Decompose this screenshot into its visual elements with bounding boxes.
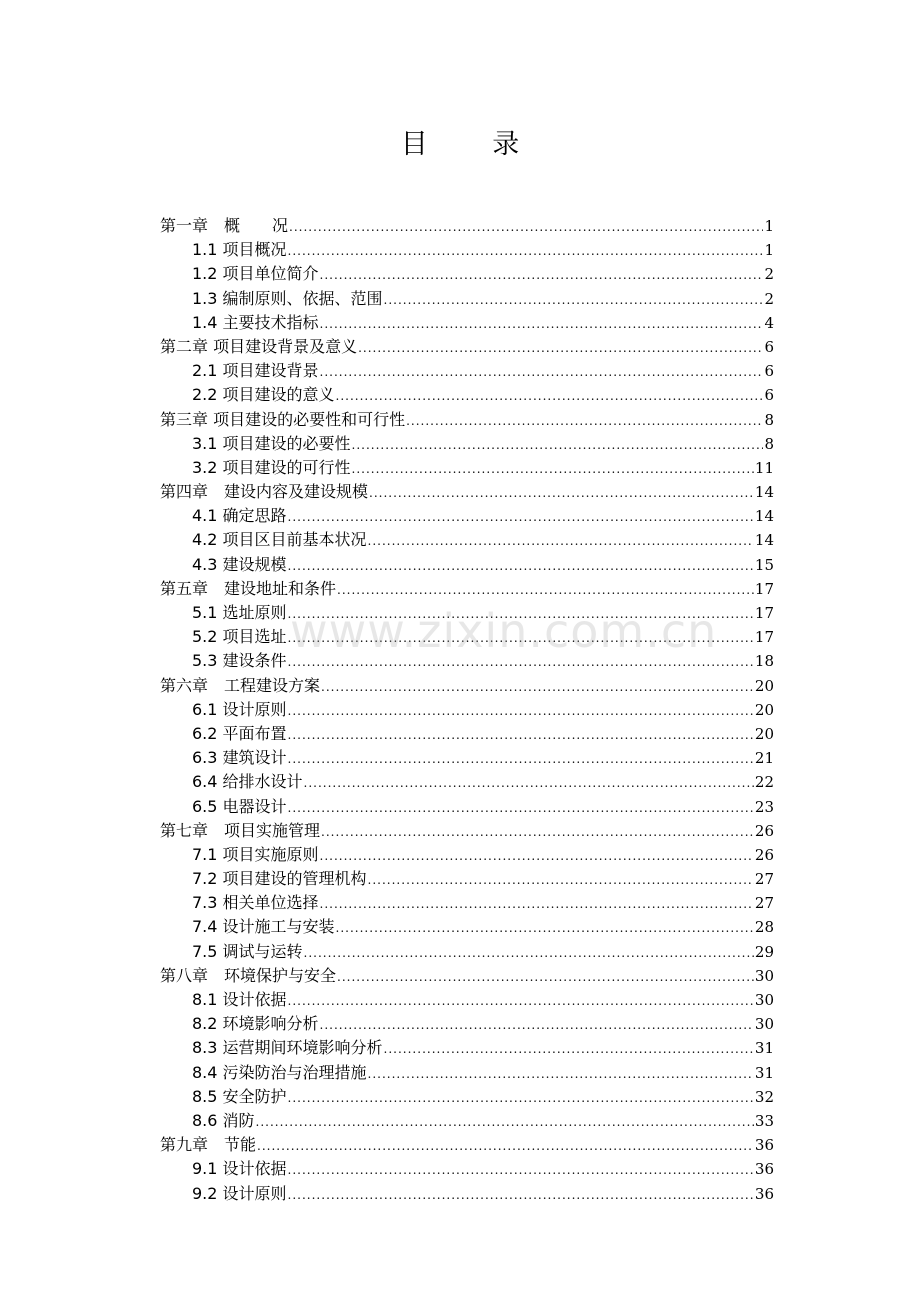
toc-chapter-entry[interactable] — [160, 480, 774, 504]
toc-entry-label: 1.3 编制原则、依据、范围 — [192, 288, 383, 308]
toc-entry-label: 7.5 调试与运转 — [192, 941, 303, 961]
toc-page-number: 21 — [754, 749, 774, 768]
toc-entry-label: 1.1 项目概况 — [192, 240, 287, 260]
toc-page-number: 23 — [754, 797, 774, 816]
toc-section-entry[interactable] — [160, 843, 774, 867]
toc-page-number: 2 — [764, 265, 774, 284]
toc-entry-label: 8.3 运营期间环境影响分析 — [192, 1038, 383, 1058]
toc-entry-label: 第九章 节能 — [160, 1135, 257, 1155]
toc-section-entry[interactable] — [160, 867, 774, 891]
toc-chapter-entry[interactable] — [160, 674, 774, 698]
toc-page-number: 8 — [764, 434, 774, 453]
toc-section-entry[interactable] — [160, 456, 774, 480]
toc-entry-label: 9.1 设计依据 — [192, 1159, 287, 1179]
toc-page-number: 20 — [754, 724, 774, 743]
toc-entry-label: 7.3 相关单位选择 — [192, 893, 319, 913]
toc-dot-leader — [368, 529, 754, 553]
page-title: 目 录 — [400, 129, 548, 160]
toc-entry-label: 2.2 项目建设的意义 — [192, 385, 335, 405]
toc-section-entry[interactable] — [160, 504, 774, 528]
toc-page-number: 26 — [754, 845, 774, 864]
toc-chapter-entry[interactable] — [160, 408, 774, 432]
toc-entry-label: 4.2 项目区目前基本状况 — [192, 530, 367, 550]
toc-chapter-entry[interactable] — [160, 1133, 774, 1157]
toc-dot-leader — [288, 554, 754, 578]
toc-entry-label: 8.2 环境影响分析 — [192, 1014, 319, 1034]
toc-page-number: 4 — [764, 313, 774, 332]
toc-page-number: 36 — [754, 1136, 774, 1155]
toc-entry-label: 5.3 建设条件 — [192, 651, 287, 671]
toc-page-number: 28 — [754, 918, 774, 937]
toc-page-number: 17 — [754, 604, 774, 622]
toc-entry-label: 第一章 概 况 — [160, 216, 289, 235]
toc-dot-leader — [368, 868, 754, 892]
toc-page-number: 1 — [764, 241, 774, 260]
toc-section-entry[interactable] — [160, 698, 774, 722]
toc-dot-leader — [358, 336, 763, 360]
toc-section-entry[interactable] — [160, 262, 774, 286]
toc-page-number: 14 — [754, 507, 774, 526]
toc-section-entry[interactable] — [160, 795, 774, 819]
toc-dot-leader — [288, 239, 764, 263]
toc-entry-label: 8.5 安全防护 — [192, 1086, 287, 1106]
toc-chapter-entry[interactable] — [160, 964, 774, 988]
toc-dot-leader — [406, 409, 763, 433]
toc-entry-label: 6.4 给排水设计 — [192, 772, 303, 792]
toc-dot-leader — [320, 360, 764, 384]
toc-section-entry[interactable] — [160, 528, 774, 552]
toc-section-entry[interactable] — [160, 311, 774, 335]
toc-dot-leader — [369, 481, 754, 505]
toc-dot-leader — [256, 1110, 754, 1134]
toc-page-number: 20 — [754, 700, 774, 719]
toc-page-number: 6 — [764, 362, 774, 381]
toc-entry-label: 6.2 平面布置 — [192, 723, 287, 743]
toc-page-number: 30 — [754, 966, 774, 985]
toc-page-number: 32 — [754, 1087, 774, 1106]
toc-page-number: 17 — [754, 628, 774, 647]
toc-entry-label: 6.5 电器设计 — [192, 796, 287, 816]
toc-page-number: 8 — [764, 410, 774, 429]
toc-dot-leader — [384, 288, 764, 312]
toc-entry-label: 4.1 确定思路 — [192, 506, 287, 526]
toc-entry-label: 4.3 建设规模 — [192, 554, 287, 574]
toc-section-entry[interactable] — [160, 988, 774, 1012]
toc-page-number: 18 — [754, 652, 774, 671]
toc-page-number: 26 — [754, 821, 774, 840]
toc-dot-leader — [304, 771, 754, 795]
toc-page-number: 20 — [754, 676, 774, 695]
toc-dot-leader — [321, 675, 754, 699]
toc-section-entry[interactable] — [160, 649, 774, 673]
toc-dot-leader — [288, 747, 754, 771]
toc-page-number: 31 — [754, 1063, 774, 1082]
toc-entry-label: 3.2 项目建设的可行性 — [192, 457, 351, 477]
toc-dot-leader — [336, 384, 764, 408]
toc-section-entry[interactable] — [160, 238, 774, 262]
toc-entry-label: 7.4 设计施工与安装 — [192, 917, 335, 937]
toc-page-number: 2 — [764, 289, 774, 308]
toc-section-entry[interactable] — [160, 383, 774, 407]
toc-page-number: 6 — [764, 386, 774, 405]
toc-dot-leader — [384, 1037, 754, 1061]
toc-entry-label: 第八章 环境保护与安全 — [160, 965, 337, 985]
toc-dot-leader — [288, 989, 754, 1013]
toc-page-number: 15 — [754, 555, 774, 574]
toc-page-number: 30 — [754, 1015, 774, 1034]
toc-page-number: 31 — [754, 1039, 774, 1058]
toc-page-number: 6 — [764, 337, 774, 356]
toc-section-entry[interactable] — [160, 625, 774, 649]
toc-page-number: 11 — [754, 458, 774, 477]
toc-entry-label: 8.6 消防 — [192, 1110, 255, 1130]
toc-entry-label: 6.3 建筑设计 — [192, 748, 287, 768]
watermark: www.zixin.com.cn — [290, 604, 718, 658]
toc-dot-leader — [288, 505, 754, 529]
toc-section-entry[interactable] — [160, 1109, 774, 1133]
toc-entry-label: 第四章 建设内容及建设规模 — [160, 482, 369, 502]
toc-section-entry[interactable] — [160, 1012, 774, 1036]
toc-entry-label: 第六章 工程建设方案 — [160, 675, 321, 695]
toc-section-entry[interactable] — [160, 915, 774, 939]
toc-section-entry[interactable] — [160, 287, 774, 311]
toc-entry-label: 7.1 项目实施原则 — [192, 844, 319, 864]
toc-dot-leader — [320, 312, 764, 336]
toc-page-number: 1 — [764, 217, 774, 235]
toc-section-entry[interactable] — [160, 359, 774, 383]
toc-entry-label: 7.2 项目建设的管理机构 — [192, 869, 367, 889]
toc-dot-leader — [320, 844, 754, 868]
toc-entry-label: 8.1 设计依据 — [192, 990, 287, 1009]
toc-dot-leader — [336, 916, 754, 940]
toc-page-number: 27 — [754, 870, 774, 889]
toc-dot-leader — [288, 626, 754, 650]
toc-entry-label: 第五章 建设地址和条件 — [160, 578, 337, 598]
toc-dot-leader — [288, 602, 754, 626]
toc-dot-leader — [352, 433, 764, 457]
toc-dot-leader — [320, 1013, 754, 1037]
toc-dot-leader — [320, 263, 764, 287]
toc-section-entry[interactable] — [160, 1085, 774, 1109]
toc-entry-label: 8.4 污染防治与治理措施 — [192, 1062, 367, 1082]
toc-dot-leader — [288, 1158, 754, 1182]
toc-dot-leader — [288, 650, 754, 674]
toc-chapter-entry[interactable] — [160, 214, 774, 238]
toc-section-entry[interactable] — [160, 746, 774, 770]
toc-section-entry[interactable] — [160, 1182, 774, 1206]
toc-page-number: 22 — [754, 773, 774, 792]
toc-page-number: 17 — [754, 579, 774, 598]
toc-page-number: 27 — [754, 894, 774, 913]
toc-page-number: 29 — [754, 942, 774, 961]
toc-page-number: 14 — [754, 531, 774, 550]
toc-entry-label: 3.1 项目建设的必要性 — [192, 433, 351, 453]
toc-page-number: 36 — [754, 1160, 774, 1179]
toc-page-number: 33 — [754, 1111, 774, 1130]
toc-dot-leader — [289, 215, 763, 239]
toc-dot-leader — [288, 1183, 754, 1207]
toc-chapter-entry[interactable] — [160, 819, 774, 843]
toc-dot-leader — [337, 965, 754, 989]
toc-dot-leader — [257, 1134, 754, 1158]
toc-entry-label: 第三章 项目建设的必要性和可行性 — [160, 409, 406, 429]
toc-section-entry[interactable] — [160, 553, 774, 577]
toc-entry-label: 1.2 项目单位简介 — [192, 264, 319, 284]
toc-dot-leader — [288, 723, 754, 747]
toc-section-entry[interactable] — [160, 770, 774, 794]
toc-dot-leader — [321, 820, 754, 844]
toc-dot-leader — [368, 1062, 754, 1086]
toc-section-entry[interactable] — [160, 940, 774, 964]
toc-section-entry[interactable] — [160, 432, 774, 456]
toc-section-entry[interactable] — [160, 1157, 774, 1181]
toc-chapter-entry[interactable] — [160, 335, 774, 359]
toc-entry-label: 2.1 项目建设背景 — [192, 361, 319, 381]
toc-dot-leader — [288, 699, 754, 723]
toc-section-entry[interactable] — [160, 601, 774, 625]
toc-dot-leader — [304, 941, 754, 965]
toc-entry-label: 5.2 项目选址 — [192, 627, 287, 647]
toc-entry-label: 1.4 主要技术指标 — [192, 312, 319, 332]
toc-dot-leader — [352, 457, 754, 481]
toc-section-entry[interactable] — [160, 1036, 774, 1060]
toc-page-number: 14 — [754, 483, 774, 502]
toc-entry-label: 9.2 设计原则 — [192, 1183, 287, 1203]
toc-entry-label: 第七章 项目实施管理 — [160, 820, 321, 840]
toc-section-entry[interactable] — [160, 891, 774, 915]
toc-dot-leader — [337, 578, 754, 602]
toc-dot-leader — [320, 892, 754, 916]
toc-page-number: 30 — [754, 991, 774, 1009]
toc-section-entry[interactable] — [160, 1061, 774, 1085]
toc-entry-label: 6.1 设计原则 — [192, 699, 287, 719]
toc-chapter-entry[interactable] — [160, 577, 774, 601]
toc-entry-label: 第二章 项目建设背景及意义 — [160, 336, 358, 356]
table-of-contents — [160, 214, 774, 1206]
toc-dot-leader — [288, 796, 754, 820]
toc-entry-label: 5.1 选址原则 — [192, 603, 287, 622]
toc-section-entry[interactable] — [160, 722, 774, 746]
toc-dot-leader — [288, 1086, 754, 1110]
toc-page-number: 36 — [754, 1184, 774, 1203]
